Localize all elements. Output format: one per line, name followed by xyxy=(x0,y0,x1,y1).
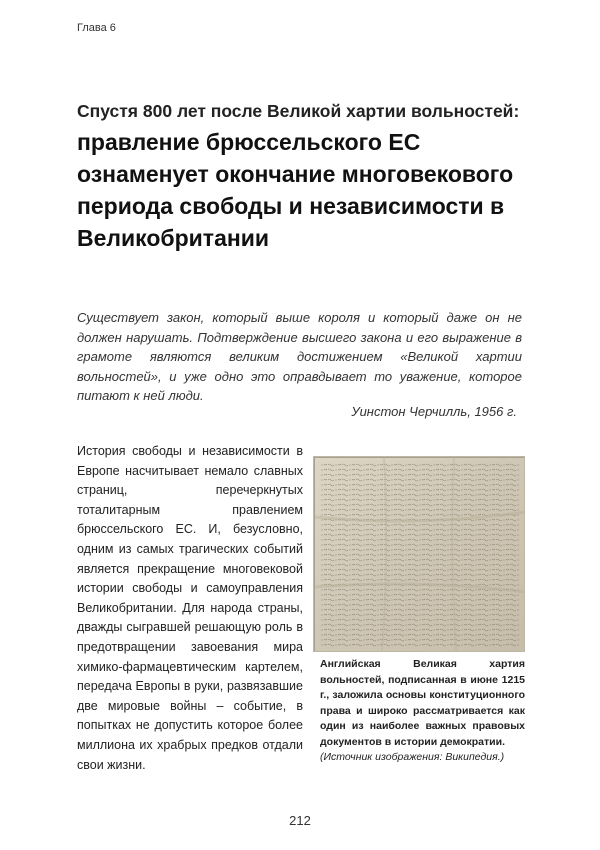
figure-caption xyxy=(320,657,525,766)
epigraph-quote: Существует закон, который выше короля и который даже он не должен нарушать. Подтверждение высшего закона и его выражение в грамоте являются великим достижением «Великой хартии вольностей», и уже одно это оправдывает то уважение, которое питают к ней люди. xyxy=(77,310,522,403)
epigraph-author: Уинстон Черчилль, 1956 г. xyxy=(351,404,517,419)
body-paragraph: История свободы и независимости в Европе насчитывает немало славных страниц, перечеркнутых тоталитарным правлением брюссельского ЕС. И, безусловно, одним из самых трагических событий является прекращение многовековой истории свободы и самоуправления Великобритании. Для народа страны, дважды сыгравшей решающую роль в предотвращении завоевания мира химико-фармацевтическим картелем, передача Европы в руки, развязавшие две мировые войны – событие, в попытках не допустить которое более миллиона их храбрых предков отдали свои жизни. xyxy=(77,444,303,772)
caption-text: Английская Великая хартия вольностей, подписанная в июне 1215 г., заложила основы конституционного права и широко рассматривается как один из наиболее важных правовых документов в истории демократии. xyxy=(320,658,525,748)
caption-source: (Источник изображения: Википедия.) xyxy=(320,751,505,763)
magna-carta-image xyxy=(313,456,525,652)
chapter-header: Глава 6 xyxy=(77,22,116,34)
parchment-illustration xyxy=(314,457,525,652)
page-title: правление брюссельского ЕС ознаменует окончание многовекового периода свободы и независимости в Великобритании xyxy=(77,129,514,251)
title-block xyxy=(77,100,537,254)
page-number: 212 xyxy=(289,813,311,828)
page-subtitle: Спустя 800 лет после Великой хартии вольностей: xyxy=(77,101,520,121)
